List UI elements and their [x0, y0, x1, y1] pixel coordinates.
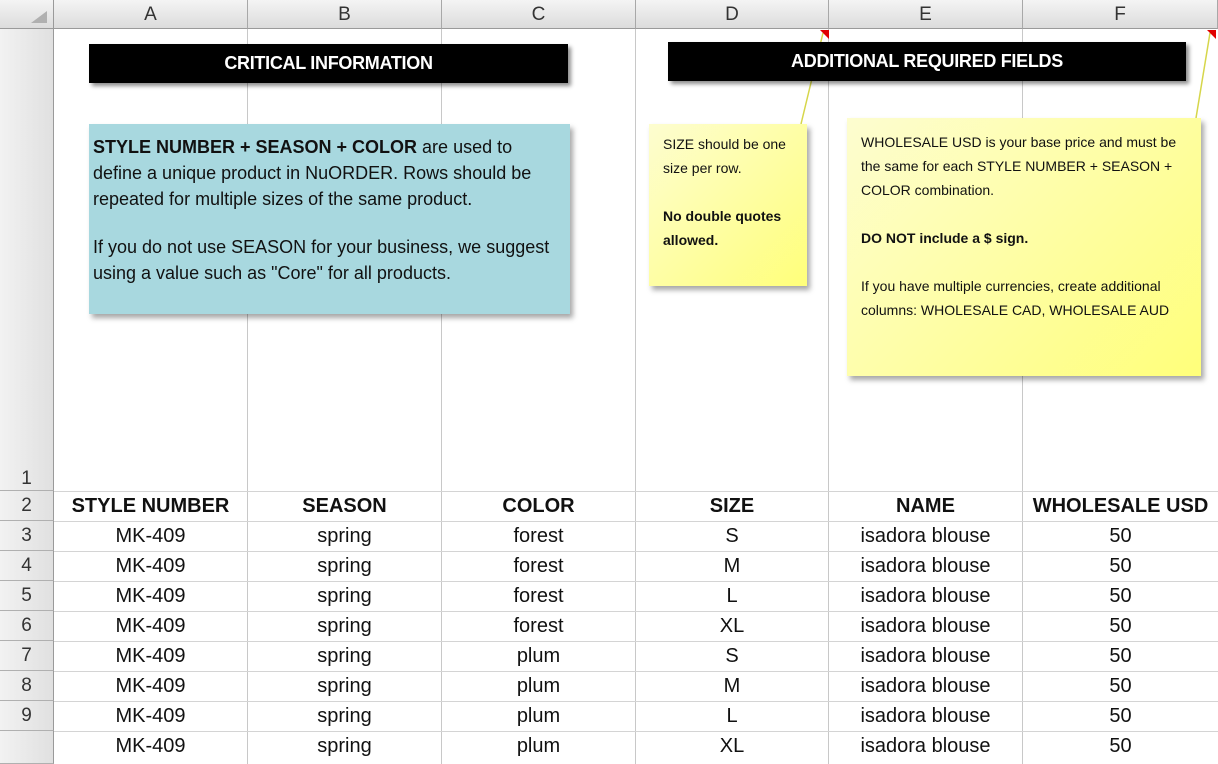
style-number-cell[interactable]: MK-409: [115, 645, 186, 667]
wholesale-usd-cell[interactable]: 50: [1109, 705, 1132, 727]
style-number-cell[interactable]: MK-409: [115, 585, 186, 607]
wholesale-usd-cell[interactable]: 50: [1109, 645, 1132, 667]
critical-note-key-fields: STYLE NUMBER + SEASON + COLOR: [93, 137, 418, 157]
wholesale-usd-cell[interactable]: 50: [1109, 675, 1132, 697]
size-cell[interactable]: M: [723, 555, 741, 577]
season-cell[interactable]: spring: [317, 615, 372, 637]
color-cell[interactable]: forest: [513, 585, 564, 607]
wholesale-note-text: WHOLESALE USD is your base price and must be the same for each STYLE NUMBER + SEASON + COLOR combination.: [861, 134, 1177, 198]
row-header-8[interactable]: 8: [0, 671, 54, 701]
header-wholesale-usd[interactable]: WHOLESALE USD: [1032, 495, 1209, 517]
comment-marker[interactable]: [820, 30, 829, 39]
color-cell[interactable]: plum: [516, 645, 561, 667]
season-cell[interactable]: spring: [317, 525, 372, 547]
style-number-cell[interactable]: MK-409: [115, 615, 186, 637]
color-cell[interactable]: forest: [513, 555, 564, 577]
name-cell[interactable]: isadora blouse: [860, 645, 991, 667]
size-note-text: SIZE should be one size per row.: [663, 136, 786, 176]
name-cell[interactable]: isadora blouse: [860, 675, 991, 697]
size-cell[interactable]: S: [725, 645, 739, 667]
row-header-5[interactable]: 5: [0, 581, 54, 611]
header-season[interactable]: SEASON: [302, 495, 387, 517]
critical-note-text: are used to define a unique product in NuORDER. Rows should be repeated for multiple sizes of the same product.: [93, 137, 532, 209]
critical-note-paragraph-1: [93, 134, 566, 212]
header-name[interactable]: NAME: [896, 495, 955, 517]
row-number: 1: [21, 468, 32, 489]
row-header-4[interactable]: 4: [0, 551, 54, 581]
connector-line-wholesale: [1196, 33, 1210, 118]
column-header-c[interactable]: C: [442, 0, 636, 29]
season-cell[interactable]: spring: [317, 645, 372, 667]
banner-critical-information: CRITICAL INFORMATION: [89, 44, 568, 83]
size-cell[interactable]: M: [723, 675, 741, 697]
wholesale-usd-cell[interactable]: 50: [1109, 735, 1132, 757]
column-header-b[interactable]: B: [248, 0, 442, 29]
comment-marker[interactable]: [1207, 30, 1216, 39]
column-header-f[interactable]: F: [1023, 0, 1218, 29]
column-header-d[interactable]: D: [636, 0, 829, 29]
column-header-a[interactable]: A: [54, 0, 248, 29]
header-style-number[interactable]: STYLE NUMBER: [71, 495, 230, 517]
name-cell[interactable]: isadora blouse: [860, 615, 991, 637]
size-cell[interactable]: XL: [719, 735, 745, 757]
header-size[interactable]: SIZE: [709, 495, 755, 517]
color-cell[interactable]: plum: [516, 675, 561, 697]
color-cell[interactable]: forest: [513, 615, 564, 637]
wholesale-usd-cell[interactable]: 50: [1109, 615, 1132, 637]
row-header-3[interactable]: 3: [0, 521, 54, 551]
wholesale-usd-cell[interactable]: 50: [1109, 585, 1132, 607]
critical-info-note[interactable]: [89, 124, 570, 314]
critical-note-paragraph-2: If you do not use SEASON for your business, we suggest using a value such as "Core" for all products.: [93, 237, 550, 283]
header-color[interactable]: COLOR: [502, 495, 575, 517]
name-cell[interactable]: isadora blouse: [860, 735, 991, 757]
wholesale-note-currencies: If you have multiple currencies, create additional columns: WHOLESALE CAD, WHOLESALE AUD: [861, 278, 1170, 318]
season-cell[interactable]: spring: [317, 555, 372, 577]
size-cell[interactable]: L: [726, 705, 738, 727]
style-number-cell[interactable]: MK-409: [115, 525, 186, 547]
wholesale-note-warning: DO NOT include a $ sign.: [861, 230, 1029, 246]
color-cell[interactable]: forest: [513, 525, 564, 547]
style-number-cell[interactable]: MK-409: [115, 705, 186, 727]
style-number-cell[interactable]: MK-409: [115, 675, 186, 697]
season-cell[interactable]: spring: [317, 705, 372, 727]
name-cell[interactable]: isadora blouse: [860, 555, 991, 577]
row-header-2[interactable]: 2: [0, 491, 54, 521]
row-header-9[interactable]: 9: [0, 701, 54, 731]
color-cell[interactable]: plum: [516, 735, 561, 757]
name-cell[interactable]: isadora blouse: [860, 585, 991, 607]
size-cell[interactable]: S: [725, 525, 739, 547]
style-number-cell[interactable]: MK-409: [115, 735, 186, 757]
wholesale-usd-cell[interactable]: 50: [1109, 525, 1132, 547]
size-cell[interactable]: XL: [719, 615, 745, 637]
size-cell[interactable]: L: [726, 585, 738, 607]
name-cell[interactable]: isadora blouse: [860, 705, 991, 727]
wholesale-comment-note[interactable]: [847, 118, 1201, 376]
size-note-warning: No double quotes allowed.: [663, 208, 782, 248]
color-cell[interactable]: plum: [516, 705, 561, 727]
row-header-7[interactable]: 7: [0, 641, 54, 671]
row-header-6[interactable]: 6: [0, 611, 54, 641]
size-comment-note[interactable]: [649, 124, 807, 286]
name-cell[interactable]: isadora blouse: [860, 525, 991, 547]
wholesale-usd-cell[interactable]: 50: [1109, 555, 1132, 577]
season-cell[interactable]: spring: [317, 675, 372, 697]
season-cell[interactable]: spring: [317, 585, 372, 607]
season-cell[interactable]: spring: [317, 735, 372, 757]
column-header-e[interactable]: E: [829, 0, 1023, 29]
style-number-cell[interactable]: MK-409: [115, 555, 186, 577]
banner-additional-required-fields: ADDITIONAL REQUIRED FIELDS: [668, 42, 1186, 81]
